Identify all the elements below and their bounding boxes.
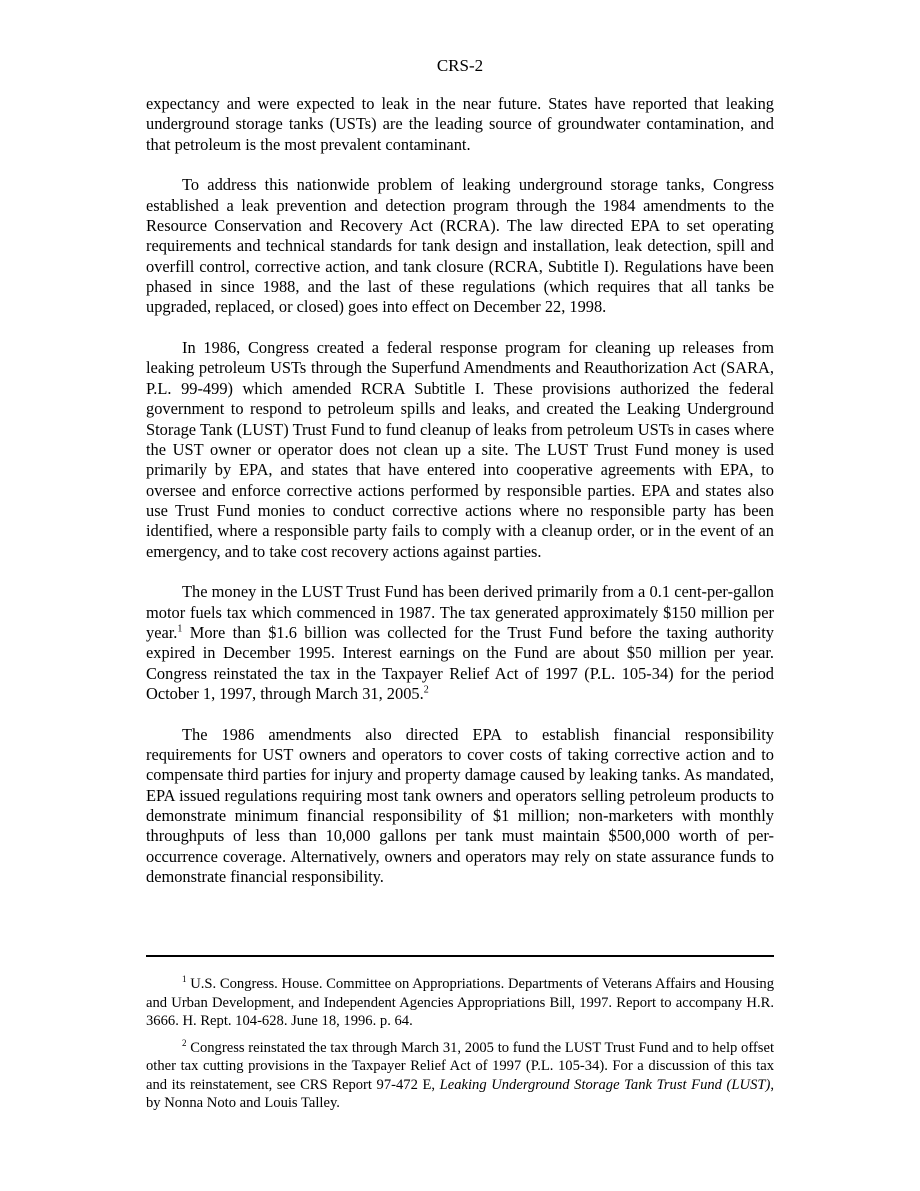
footnote-2-marker: 2 [182,1037,187,1048]
footnotes [146,975,774,1121]
footnote-2-text: Congress reinstated the tax through March 31, 2005 to fund the LUST Trust Fund and to help offset other tax cutting provisions in the Taxpayer Relief Act of 1997 (P.L. 105-34). For a discussion of this tax and its reinstatement, see CRS Report 97-472 E, [146,1039,774,1093]
footnote-ref-2: 2 [423,684,429,696]
footnote-1 [146,975,774,1031]
paragraph-lust-trust-fund-money [146,582,774,704]
footnote-divider [146,955,774,957]
footnote-2 [146,1039,774,1113]
page-header: CRS-2 [436,56,484,75]
paragraph-leak-prevention-program: To address this nationwide problem of leaking underground storage tanks, Congress established a leak prevention and detection program through the 1984 amendments to the Resource Conservation and Recovery Act (RCRA). The law directed EPA to set operating requirements and technical standards for tank design and installation, leak detection, spill and overfill control, corrective action, and tank closure (RCRA, Subtitle I). Regulations have been phased in since 1988, and the last of these regulations (which requires that all tanks be upgraded, replaced, or closed) goes into effect on December 22, 1998. [146,175,774,317]
document-body [146,94,774,908]
footnote-1-text: U.S. Congress. House. Committee on Appropriations. Departments of Veterans Affairs and Housing and Urban Development, and Independent Agencies Appropriations Bill, 1997. Report to accompany H.R. 3666. H. Rept. 104-628. June 18, 1996. p. 64. [146,976,774,1029]
paragraph-federal-response-program: In 1986, Congress created a federal response program for cleaning up releases from leaking petroleum USTs through the Superfund Amendments and Reauthorization Act (SARA, P.L. 99-499) which amended RCRA Subtitle I. These provisions authorized the federal government to respond to petroleum spills and leaks, and created the Leaking Underground Storage Tank (LUST) Trust Fund to fund cleanup of leaks from petroleum USTs in cases where the UST owner or operator does not clean up a site. The LUST Trust Fund money is used primarily by EPA, and states that have entered into cooperative agreements with EPA, to oversee and enforce corrective actions performed by responsible parties. EPA and states also use Trust Fund monies to conduct corrective actions where no responsible party has been identified, where a responsible party fails to comply with a cleanup order, or in the event of an emergency, and to take cost recovery actions against parties. [146,338,774,561]
footnote-2-report-title: Leaking Underground Storage Tank Trust Fund (LUST) [439,1076,771,1093]
paragraph-continuation: expectancy and were expected to leak in the near future. States have reported that leaking underground storage tanks (USTs) are the leading source of groundwater contamination, and that petroleum is the most prevalent contaminant. [146,94,774,154]
lust-text-part1: The money in the LUST Trust Fund has been derived primarily from a 0.1 cent-per-gallon motor fuels tax which commenced in 1987. The tax generated approximately $150 million per year. [146,582,774,642]
footnote-1-marker: 1 [182,974,187,985]
lust-text-part2: More than $1.6 billion was collected for the Trust Fund before the taxing authority expired in December 1995. Interest earnings on the Fund are about $50 million per year. Congress reinstated the tax in the Taxpayer Relief Act of 1997 (P.L. 105-34) for the period October 1, 1997, through March 31, 2005. [146,622,774,703]
footnote-2-authors: , by Nonna Noto and Louis Talley. [146,1076,774,1111]
paragraph-financial-responsibility: The 1986 amendments also directed EPA to establish financial responsibility requirements for UST owners and operators to cover costs of taking corrective action and to compensate third parties for injury and property damage caused by leaking tanks. As mandated, EPA issued regulations requiring most tank owners and operators selling petroleum products to demonstrate minimum financial responsibility of $1 million; non-marketers with monthly throughputs of less than 10,000 gallons per tank must maintain $500,000 worth of per-occurrence coverage. Alternatively, owners and operators may rely on state assurance funds to demonstrate financial responsibility. [146,724,774,887]
footnote-ref-1: 1 [177,623,183,635]
